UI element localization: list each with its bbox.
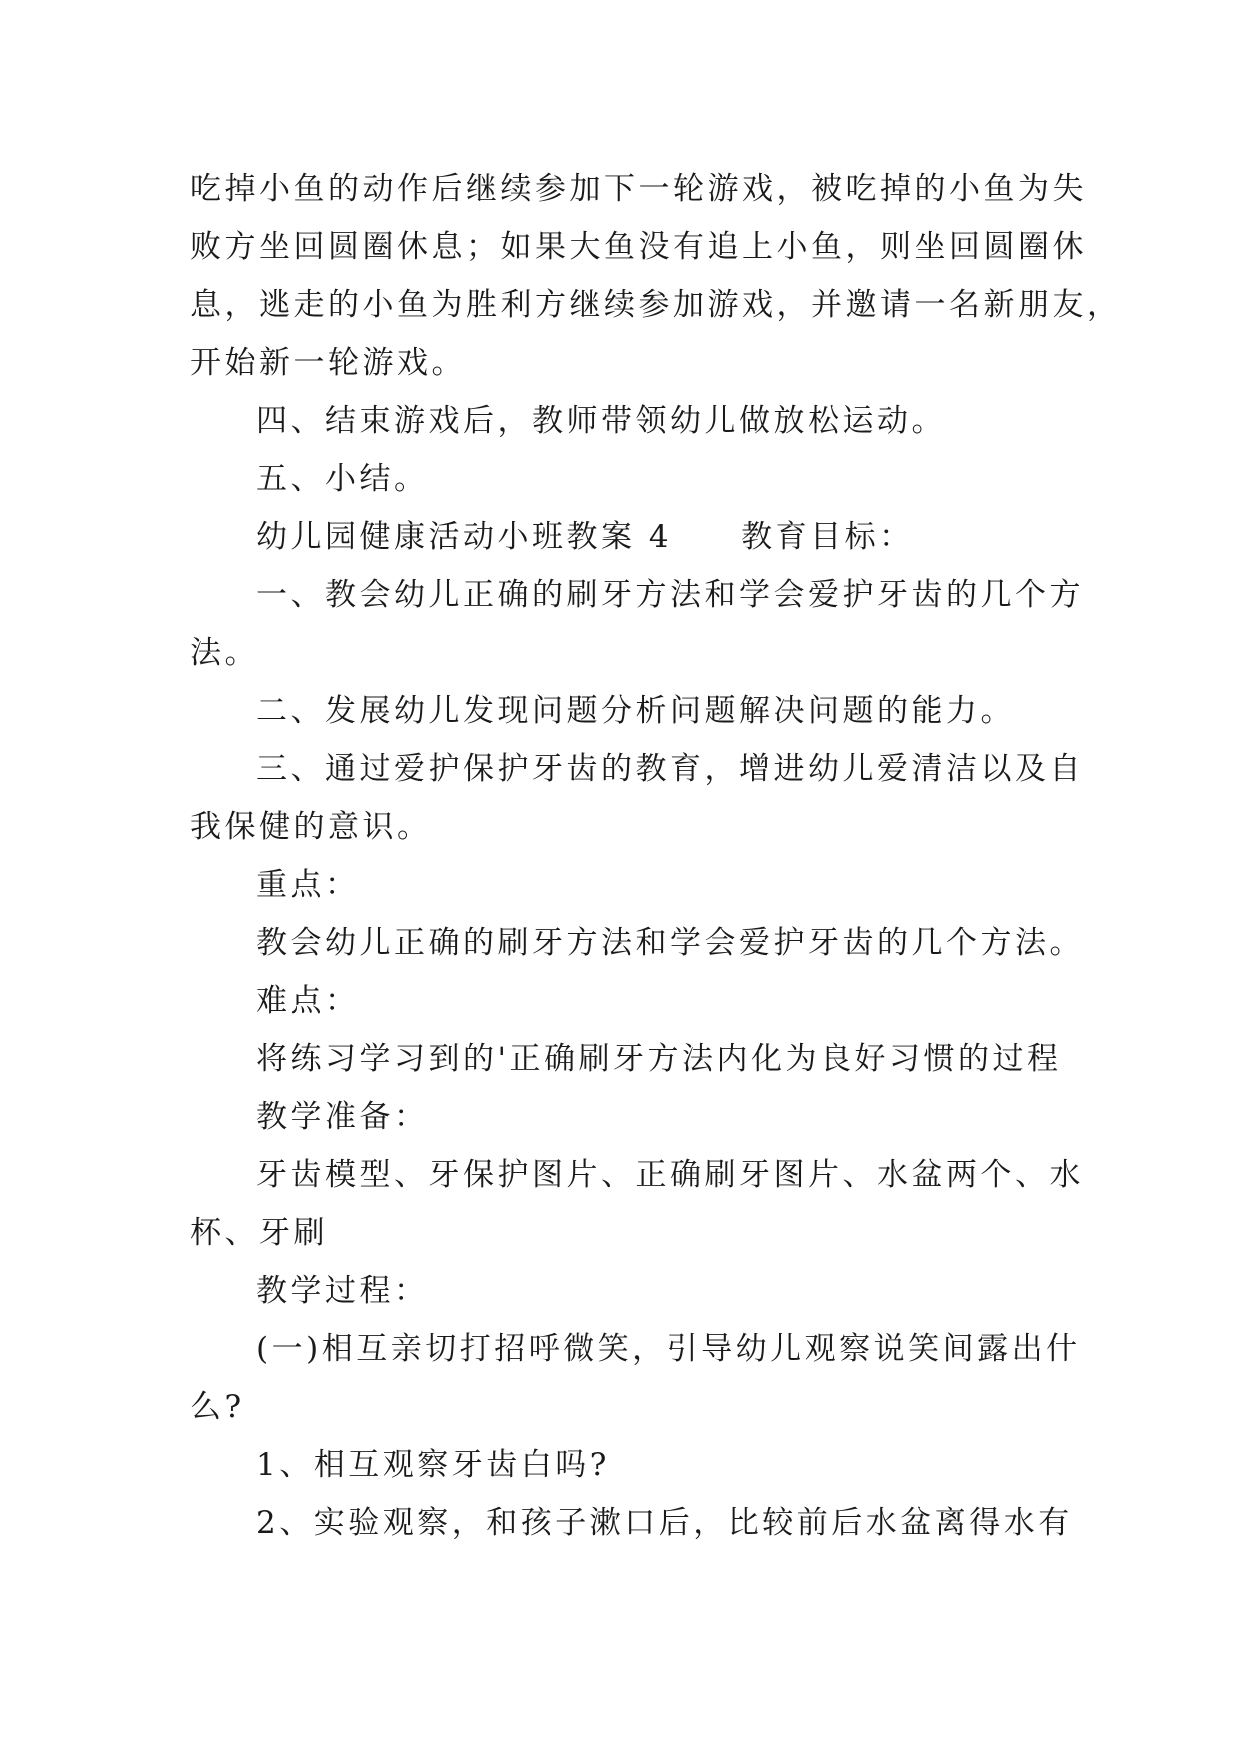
text-line: 我保健的意识。 [190, 809, 432, 845]
text-line: 1、相互观察牙齿白吗? [256, 1447, 610, 1483]
text-line: 教学过程： [256, 1273, 429, 1309]
text-line: (一)相互亲切打招呼微笑，引导幼儿观察说笑间露出什 [256, 1331, 1081, 1367]
text-line: 教学准备： [256, 1099, 429, 1135]
text-line: 败方坐回圆圈休息；如果大鱼没有追上小鱼，则坐回圆圈休 [190, 229, 1087, 265]
text-line: 五、小结。 [256, 461, 429, 497]
text-line: 法。 [190, 635, 259, 671]
text-line: 教会幼儿正确的刷牙方法和学会爱护牙齿的几个方法。 [256, 925, 1084, 961]
text-line: 重点： [256, 867, 360, 903]
text-line: 么? [190, 1389, 245, 1425]
text-line: 二、发展幼儿发现问题分析问题解决问题的能力。 [256, 693, 1015, 729]
text-line: 四、结束游戏后，教师带领幼儿做放松运动。 [256, 403, 946, 439]
text-line: 一、教会幼儿正确的刷牙方法和学会爱护牙齿的几个方 [256, 577, 1084, 613]
text-line: 将练习学习到的'正确刷牙方法内化为良好习惯的过程 [256, 1041, 1062, 1077]
text-line: 息，逃走的小鱼为胜利方继续参加游戏，并邀请一名新朋友， [190, 287, 1122, 323]
text-line: 开始新一轮游戏。 [190, 345, 466, 381]
document-body [190, 160, 1122, 1552]
text-line: 杯、牙刷 [190, 1215, 328, 1251]
text-line: 难点： [256, 983, 360, 1019]
text-line: 2、实验观察，和孩子漱口后，比较前后水盆离得水有 [256, 1505, 1073, 1541]
text-line: 牙齿模型、牙保护图片、正确刷牙图片、水盆两个、水 [256, 1157, 1084, 1193]
text-line: 三、通过爱护保护牙齿的教育，增进幼儿爱清洁以及自 [256, 751, 1084, 787]
text-line: 幼儿园健康活动小班教案 4 教育目标： [256, 519, 914, 555]
text-line: 吃掉小鱼的动作后继续参加下一轮游戏，被吃掉的小鱼为失 [190, 171, 1087, 207]
